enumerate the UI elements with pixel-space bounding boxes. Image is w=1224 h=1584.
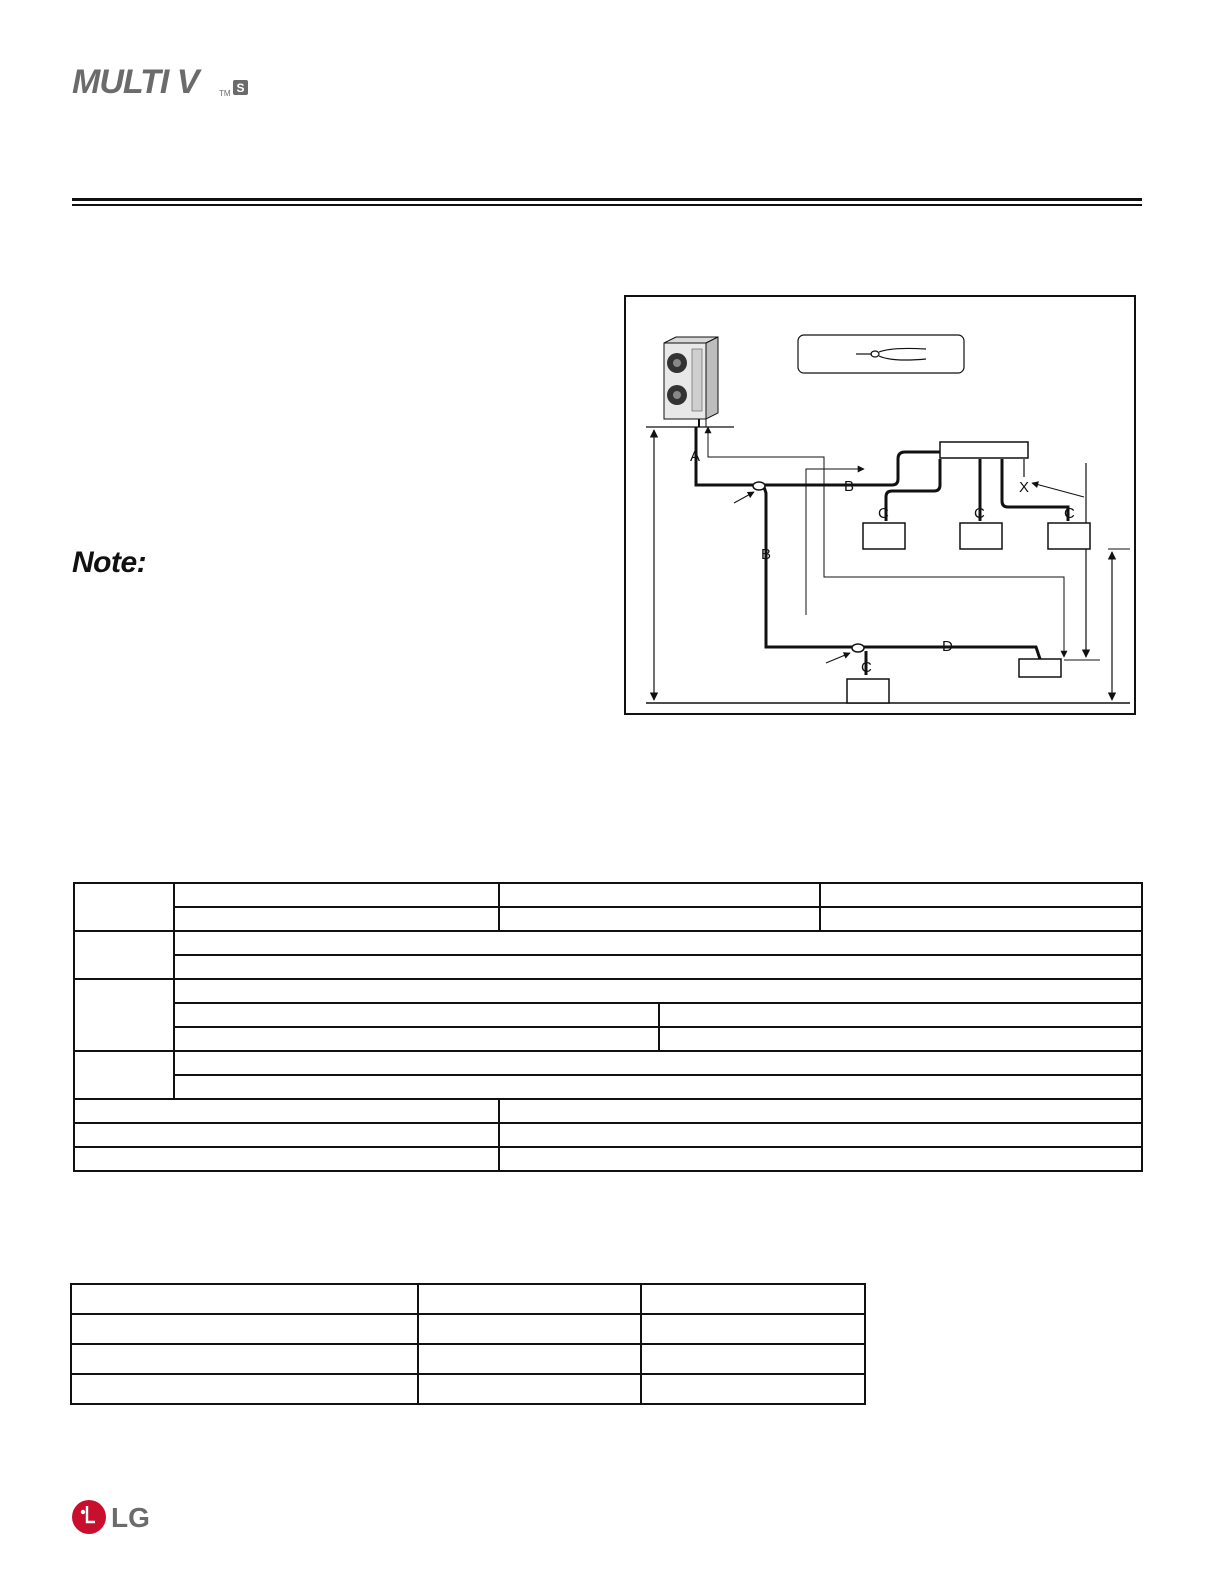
table-cell xyxy=(174,931,1142,955)
piping-limits-table xyxy=(73,882,1143,1172)
multi-v-s-logo xyxy=(72,58,252,102)
table-cell xyxy=(499,1147,1142,1171)
table-row xyxy=(74,1075,1142,1099)
logo-tm: TM xyxy=(219,89,231,98)
table-cell xyxy=(174,1003,659,1027)
pipe-label-c3: C xyxy=(1064,505,1075,522)
table-row xyxy=(74,883,1142,907)
table-cell xyxy=(418,1314,641,1344)
table-cell xyxy=(174,1075,1142,1099)
table-row xyxy=(74,955,1142,979)
table-cell xyxy=(499,1123,1142,1147)
table-cell xyxy=(659,1027,1142,1051)
logo-wordmark: MULTI V xyxy=(72,63,199,101)
table-row xyxy=(71,1344,865,1374)
table-cell xyxy=(174,907,499,931)
indoor-unit-4 xyxy=(847,679,889,703)
table-cell xyxy=(641,1344,865,1374)
table-cell xyxy=(71,1344,418,1374)
table-cell xyxy=(71,1314,418,1344)
table-row xyxy=(71,1374,865,1404)
pipe-label-d: D xyxy=(942,638,953,655)
main-piping xyxy=(696,427,1068,675)
indoor-unit-5 xyxy=(1019,659,1061,677)
table-row xyxy=(74,1099,1142,1123)
table-row xyxy=(74,1027,1142,1051)
header-rule-thin xyxy=(72,204,1142,206)
table-cell xyxy=(74,1123,499,1147)
indoor-unit-2 xyxy=(960,523,1002,549)
y-branch-fitting-2 xyxy=(852,644,864,652)
table-cell xyxy=(820,883,1142,907)
table-row xyxy=(71,1284,865,1314)
table-cell xyxy=(74,979,174,1051)
pipe-label-b-left: B xyxy=(761,546,772,563)
y-branch-icon xyxy=(856,348,926,360)
pipe-label-a: A xyxy=(690,448,701,465)
indoor-unit-3 xyxy=(1048,523,1090,549)
table-cell xyxy=(71,1374,418,1404)
table-row xyxy=(71,1314,865,1344)
table-cell xyxy=(499,883,820,907)
legend-box xyxy=(798,335,964,373)
table-cell xyxy=(174,1027,659,1051)
header-pipe xyxy=(940,442,1028,458)
table-row xyxy=(74,1051,1142,1075)
table-cell xyxy=(418,1284,641,1314)
pipe-label-x: X xyxy=(1019,479,1030,496)
table-row xyxy=(74,1123,1142,1147)
table-cell xyxy=(174,883,499,907)
table-cell xyxy=(74,931,174,979)
equivalent-length-path-inner xyxy=(806,469,864,615)
table-cell xyxy=(499,1099,1142,1123)
pipe-label-b-top: B xyxy=(844,478,855,495)
lg-logo-text: LG xyxy=(111,1502,150,1533)
table-row xyxy=(74,907,1142,931)
branch-pointer-2 xyxy=(826,653,850,663)
table-cell xyxy=(174,1051,1142,1075)
table-cell xyxy=(641,1284,865,1314)
table-cell xyxy=(820,907,1142,931)
pipe-label-c2: C xyxy=(974,505,985,522)
table-cell xyxy=(659,1003,1142,1027)
y-branch-fitting-1 xyxy=(753,482,765,490)
header-pointer-x xyxy=(1032,483,1084,497)
table-cell xyxy=(74,883,174,931)
pipe-label-c1: C xyxy=(878,505,889,522)
table-row xyxy=(74,979,1142,1003)
logo-badge-letter: S xyxy=(236,81,245,95)
outdoor-unit xyxy=(664,337,718,427)
table-row xyxy=(74,1147,1142,1171)
table-row xyxy=(74,1003,1142,1027)
indoor-unit-1 xyxy=(863,523,905,549)
header-rule-thick xyxy=(72,198,1142,201)
table-cell xyxy=(71,1284,418,1314)
table-cell xyxy=(499,907,820,931)
lg-logo-circle xyxy=(72,1500,106,1534)
table-cell xyxy=(74,1099,499,1123)
lg-logo xyxy=(70,1497,160,1537)
table-cell xyxy=(74,1147,499,1171)
table-cell xyxy=(641,1314,865,1344)
table-row xyxy=(74,931,1142,955)
table-cell xyxy=(418,1374,641,1404)
table-cell xyxy=(174,979,1142,1003)
note-label: Note: xyxy=(72,546,147,579)
branch-pointer-1 xyxy=(734,492,754,503)
pipe-label-c4: C xyxy=(861,659,872,676)
secondary-table xyxy=(70,1283,866,1405)
table-cell xyxy=(74,1051,174,1099)
table-cell xyxy=(641,1374,865,1404)
table-cell xyxy=(418,1344,641,1374)
table-cell xyxy=(174,955,1142,979)
piping-diagram xyxy=(624,295,1136,715)
